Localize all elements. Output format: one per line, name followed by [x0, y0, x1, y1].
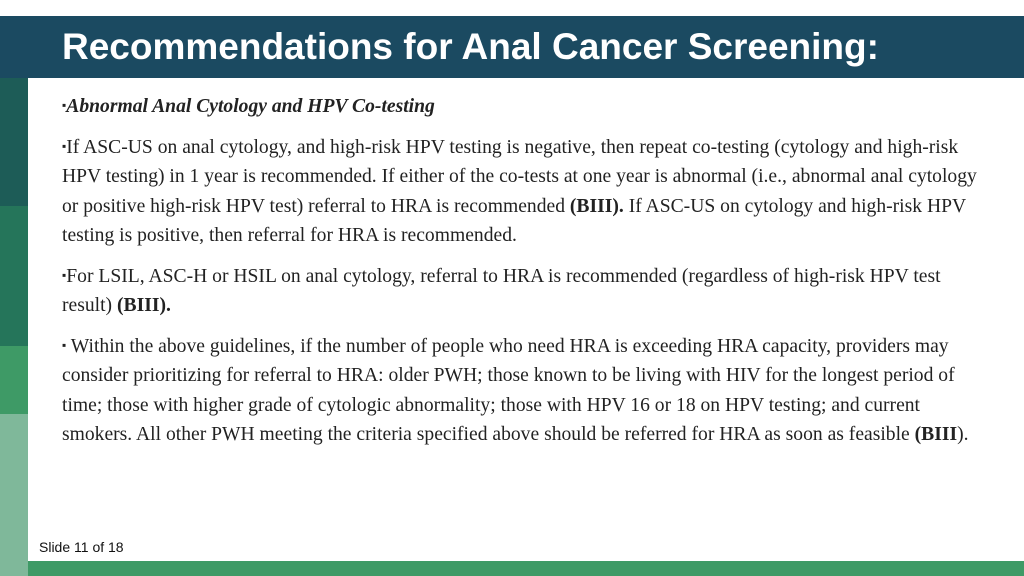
paragraph-prioritization — [62, 331, 992, 450]
sidebar-decoration — [0, 0, 28, 576]
paragraph-co-testing — [62, 132, 992, 251]
sidebar-band — [0, 206, 28, 346]
paragraph-text: If ASC-US on anal cytology, and high-risk HPV testing is negative, then repeat co-testing (cytology and high-risk HPV testing) in 1 year is recommended. If either of the co-tests at one year is abnormal (i.e., abnormal anal cytology or positive high-risk HPV test) referral to HRA is recommended — [62, 136, 977, 217]
bottom-bar — [28, 561, 1024, 576]
section-heading — [62, 91, 992, 122]
sidebar-band — [0, 346, 28, 414]
slide-title: Recommendations for Anal Cancer Screening: — [62, 26, 879, 67]
slide-number: Slide 11 of 18 — [39, 539, 124, 555]
sidebar-band — [0, 414, 28, 576]
paragraph-end: ). — [957, 424, 969, 445]
paragraph-text: Within the above guidelines, if the number of people who need HRA is exceeding HRA capacity, providers may consider prioritizing for referral to HRA: older PWH; those known to be living with HIV for the longest period of time; those with higher grade of cytologic abnormality; those with HPV 16 or 18 on HPV testing; and current smokers. All other PWH meeting the criteria specified above should be referred for HRA as soon as feasible — [62, 335, 955, 445]
bullet-icon: ▪ — [62, 337, 67, 352]
slide-content — [62, 91, 992, 460]
evidence-rating: (BIII). — [569, 195, 624, 217]
title-bar — [28, 16, 1024, 78]
evidence-rating: (BIII — [914, 424, 958, 445]
sidebar-band — [0, 16, 28, 78]
paragraph-text: If ASC-US on cytology and high-risk HPV testing is positive, then referral for HRA is recommended. — [62, 195, 966, 246]
bullet-icon: ▪ — [62, 267, 67, 282]
evidence-rating: (BIII). — [116, 295, 171, 316]
paragraph-lsil — [62, 261, 992, 321]
bullet-icon: ▪ — [62, 98, 67, 112]
top-strip — [0, 0, 1024, 16]
paragraph-text: For LSIL, ASC-H or HSIL on anal cytology, referral to HRA is recommended (regardless of high-risk HPV test result) — [62, 265, 941, 316]
heading-text: Abnormal Anal Cytology and HPV Co-testing — [66, 96, 435, 117]
sidebar-band — [0, 78, 28, 206]
bullet-icon: ▪ — [62, 138, 67, 153]
sidebar-band — [0, 0, 28, 16]
